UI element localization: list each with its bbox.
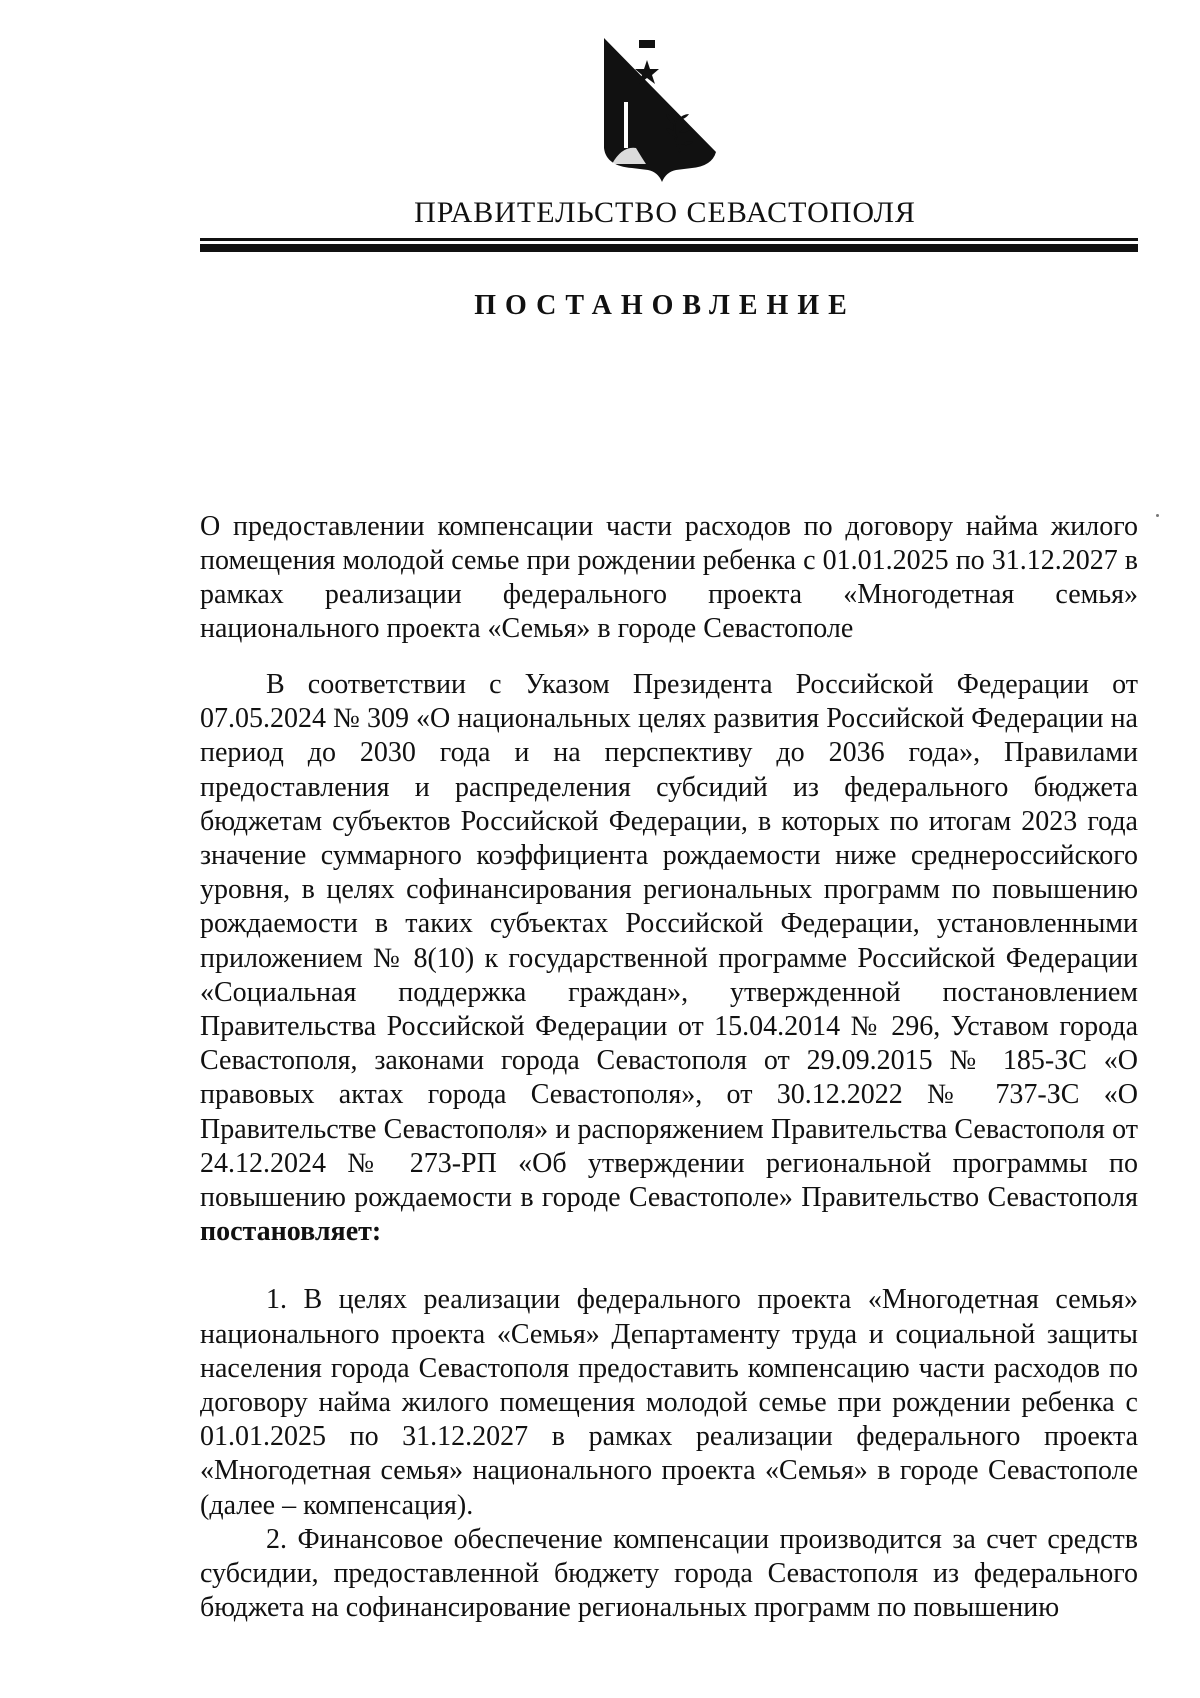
document-body bbox=[200, 668, 1138, 1625]
decree-item-1: 1. В целях реализации федерального проекта «Многодетная семья» национального проекта «Семья» Департаменту труда и социальной защиты населения города Севастополя предоставить компенсацию части расходов по договору найма жилого помещения молодой семье при рождении ребенка с 01.01.2025 по 31.12.2027 в рамках реализации федерального проекта «Многодетная семья» национального проекта «Семья» в городе Севастополе (далее – компенсация). bbox=[200, 1284, 1138, 1521]
document-type-title: ПОСТАНОВЛЕНИЕ bbox=[474, 290, 856, 321]
decree-item-2: 2. Финансовое обеспечение компенсации производится за счет средств субсидии, предоставленной бюджету города Севастополя из федерального бюджета на софинансирование региональных программ по повышению bbox=[200, 1523, 1138, 1624]
header-rule-thick bbox=[200, 244, 1138, 252]
header-rule-thin bbox=[200, 238, 1138, 241]
government-name: ПРАВИТЕЛЬСТВО СЕВАСТОПОЛЯ bbox=[414, 196, 916, 229]
preamble-paragraph bbox=[200, 668, 1138, 1249]
scan-speck bbox=[1156, 514, 1159, 517]
document-subject: О предоставлении компенсации части расходов по договору найма жилого помещения молодой семье при рождении ребенка с 01.01.2025 по 31.12.2027 в рамках реализации федерального проекта «Многодетная семья» национального проекта «Семья» в городе Севастополе bbox=[200, 511, 1138, 644]
sevastopol-coat-of-arms-icon bbox=[602, 34, 720, 184]
decree-word: постановляет: bbox=[200, 1216, 382, 1248]
preamble-text: В соответствии с Указом Президента Российской Федерации от 07.05.2024 № 309 «О национальных целях развития Российской Федерации на период до 2030 года и на перспективу до 2036 года», Правилами предоставления и распределения субсидий из федерального бюджета бюджетам субъектов Российской Федерации, в которых по итогам 2023 года значение суммарного коэффициента рождаемости ниже среднероссийского уровня, в целях софинансирования региональных программ по повышению рождаемости в таких субъектах Российской Федерации, установленными приложением № 8(10) к государственной программе Российской Федерации «Социальная поддержка граждан», утвержденной постановлением Правительства Российской Федерации от 15.04.2014 № 296, Уставом города Севастополя, законами города Севастополя от 29.09.2015 № 185-ЗС «О правовых актах города Севастополя», от 30.12.2022 № 737-ЗС «О Правительстве Севастополя» и распоряжением Правительства Севастополя от 24.12.2024 № 273-РП «Об утверждении региональной программы по повышению рождаемости в городе Севастополе» Правительство Севастополя bbox=[200, 669, 1138, 1214]
